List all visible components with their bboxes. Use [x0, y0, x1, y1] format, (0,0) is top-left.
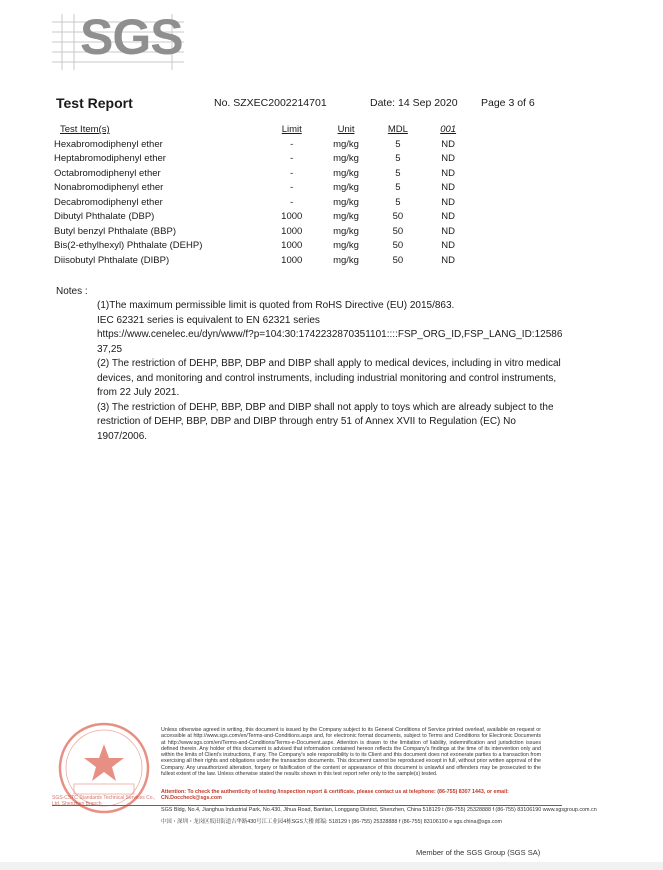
cell-unit: mg/kg	[333, 182, 359, 194]
cell-spacer	[474, 239, 554, 254]
cell-spacer	[474, 210, 554, 225]
cell-limit: -	[290, 138, 294, 150]
cell-item: Nonabromodiphenyl ether	[54, 182, 164, 194]
cell-spacer	[474, 166, 554, 181]
table-row	[54, 239, 554, 254]
cell-limit: -	[290, 153, 294, 165]
cell-limit: 1000	[281, 211, 303, 223]
cell-unit: mg/kg	[333, 138, 359, 150]
results-table	[54, 122, 554, 268]
page-bottom-strip	[0, 862, 663, 870]
cell-unit: mg/kg	[333, 196, 359, 208]
cell-item: Hexabromodiphenyl ether	[54, 138, 163, 150]
cell-spacer	[474, 253, 554, 268]
table-row	[54, 253, 554, 268]
cell-unit: mg/kg	[333, 240, 359, 252]
cell-mdl: 50	[392, 225, 404, 237]
footer-divider	[52, 805, 562, 806]
cell-item: Butyl benzyl Phthalate (BBP)	[54, 225, 176, 237]
table-row	[54, 181, 554, 196]
report-number: No. SZXEC2002214701	[214, 97, 327, 109]
footer-attention: Attention: To check the authenticity of testing /inspection report & certificate, please contact us at telephone: (86-755) 8307 1443, or email: CN.Doccheck@sgs.com	[161, 789, 509, 802]
cell-spacer	[474, 137, 554, 152]
seal-label: SGS-CSTC Standards Technical Services Co., Ltd. Shenzhen Branch	[52, 795, 156, 807]
cell-result: ND	[441, 138, 456, 150]
cell-result: ND	[441, 167, 456, 179]
cell-result: ND	[441, 196, 456, 208]
cell-limit: -	[290, 196, 294, 208]
col-header-item: Test Item(s)	[60, 124, 110, 135]
table-row	[54, 166, 554, 181]
notes-label: Notes :	[56, 286, 88, 297]
cell-item: Decabromodiphenyl ether	[54, 196, 163, 208]
note-2: (2) The restriction of DEHP, BBP, DBP and DIBP shall apply to medical devices, including in vitro medical devices, and monitoring and control instruments, including industrial monitoring and control instruments, from 22 July 2021.	[97, 358, 561, 398]
cell-spacer	[474, 152, 554, 167]
cell-mdl: 5	[395, 167, 401, 179]
table-header-row	[54, 122, 554, 137]
cell-unit: mg/kg	[333, 167, 359, 179]
note-1-url: https://www.cenelec.eu/dyn/www/f?p=104:30:1742232870351101::::FSP_ORG_ID,FSP_LANG_ID:1258637,25	[97, 329, 563, 355]
col-spacer	[474, 122, 554, 137]
sgs-logo	[52, 9, 184, 70]
cell-item: Diisobutyl Phthalate (DIBP)	[54, 254, 170, 266]
cell-mdl: 5	[395, 138, 401, 150]
cell-spacer	[474, 195, 554, 210]
cell-mdl: 50	[392, 240, 404, 252]
cell-spacer	[474, 224, 554, 239]
col-header-mdl: MDL	[387, 124, 408, 135]
cell-limit: 1000	[281, 254, 303, 266]
note-3: (3) The restriction of DEHP, BBP, DBP and DIBP shall not apply to toys which are already subject to the restriction of DEHP, BBP, DBP and DIBP through entry 51 of Annex XVII to Regulation (EC) No 1907/2006.	[97, 401, 554, 442]
table-body	[54, 137, 554, 268]
cell-result: ND	[441, 254, 456, 266]
footer-address-cn: 中国・深圳・龙岗区坂田街道吉华路430号江工业园4栋SGS大楼 邮编: 518129 t (86-755) 25328888 f (86-755) 83106190 e sgs.china@sgs.com	[161, 819, 503, 825]
cell-limit: 1000	[281, 240, 303, 252]
footer-disclaimer: Unless otherwise agreed in writing, this document is issued by the Company subject to its General Conditions of Service printed overleaf, available on request or accessible at http://www.sgs.com/en/Terms-and-Conditions.aspx and, for electronic format documents, subject to Terms and Conditions for Electronic Documents at http://www.sgs.com/en/Terms-and-Conditions/Terms-e-Document.aspx. Attention is drawn to the limitation of liability, indemnification and jurisdiction issues defined therein. Any holder of this document is advised that information contained hereon reflects the Company's findings at the time of its intervention only and within the limits of Client's instructions, if any. The Company's sole responsibility is to its Client and this document does not exonerate parties to a transaction from exercising all their rights and obligations under the transaction documents. This document cannot be reproduced except in full, without prior written approval of the Company. Any unauthorized alteration, forgery or falsification of the content or appearance of this document is unlawful and offenders may be prosecuted to the fullest extent of the law. Unless otherwise stated the results shown in this test report refer only to the sample(s) tested.	[161, 727, 541, 778]
report-date: Date: 14 Sep 2020	[370, 97, 458, 109]
cell-mdl: 5	[395, 196, 401, 208]
logo-text: SGS	[80, 9, 183, 65]
cell-limit: -	[290, 167, 294, 179]
cell-item: Dibutyl Phthalate (DBP)	[54, 211, 155, 223]
cell-result: ND	[441, 182, 456, 194]
cell-item: Bis(2-ethylhexyl) Phthalate (DEHP)	[54, 240, 203, 252]
cell-result: ND	[441, 211, 456, 223]
cell-result: ND	[441, 225, 456, 237]
col-header-limit: Limit	[281, 124, 302, 135]
cell-mdl: 5	[395, 182, 401, 194]
cell-limit: 1000	[281, 225, 303, 237]
cell-unit: mg/kg	[333, 225, 359, 237]
cell-unit: mg/kg	[333, 153, 359, 165]
cell-spacer	[474, 181, 554, 196]
table-row	[54, 210, 554, 225]
cell-unit: mg/kg	[333, 211, 359, 223]
cell-result: ND	[441, 153, 456, 165]
report-title: Test Report	[56, 95, 133, 111]
cell-result: ND	[441, 240, 456, 252]
cell-mdl: 50	[392, 254, 404, 266]
cell-mdl: 50	[392, 211, 404, 223]
table-row	[54, 152, 554, 167]
table-row	[54, 224, 554, 239]
cell-unit: mg/kg	[333, 254, 359, 266]
page-number: Page 3 of 6	[481, 97, 535, 109]
notes-block	[97, 299, 565, 444]
col-header-unit: Unit	[337, 124, 355, 135]
table-row	[54, 195, 554, 210]
footer-address-en: SGS Bldg, No.4, Jianghua Industrial Park, No.430, Jihua Road, Bantian, Longgang District, Shenzhen, China 518129 t (86-755) 25328888 f (86-755) 83106190 www.sgsgroup.com.cn	[161, 807, 597, 813]
table-row	[54, 137, 554, 152]
footer-member: Member of the SGS Group (SGS SA)	[416, 848, 541, 857]
cell-item: Heptabromodiphenyl ether	[54, 153, 166, 165]
note-1: (1)The maximum permissible limit is quoted from RoHS Directive (EU) 2015/863.	[97, 300, 455, 311]
cell-mdl: 5	[395, 153, 401, 165]
cell-limit: -	[290, 182, 294, 194]
cell-item: Octabromodiphenyl ether	[54, 167, 161, 179]
note-1-iec: IEC 62321 series is equivalent to EN 62321 series	[97, 314, 320, 326]
col-header-result: 001	[440, 124, 457, 135]
